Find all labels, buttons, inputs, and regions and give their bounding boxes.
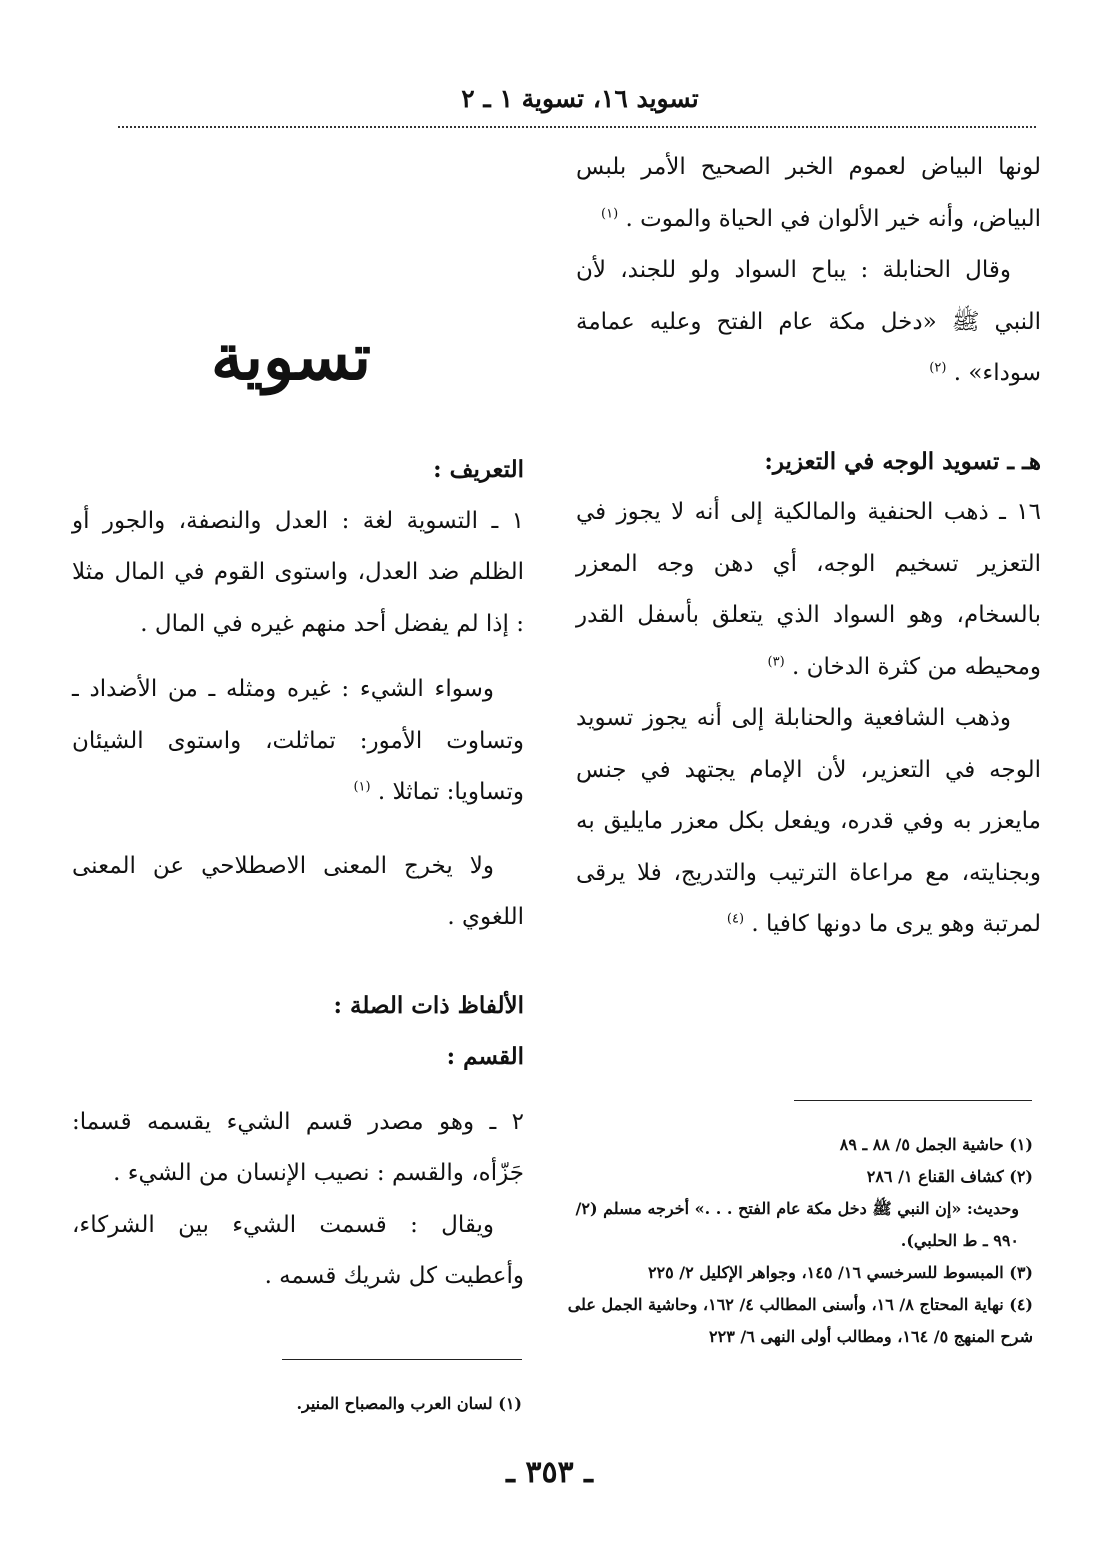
paragraph [72,664,524,819]
paragraph [576,245,1041,400]
right-column [576,142,1041,951]
section-heading: التعريف : [433,456,524,483]
paragraph: ويقال : قسمت الشيء بين الشركاء، وأعطيت كل شريك قسمه . [72,1211,524,1289]
paragraph-text: وذهب الشافعية والحنابلة إلى أنه يجوز تسويد الوجه في التعزير، لأن الإمام يجتهد في جنس مايعزر به وفي قدره، ويفعل بكل معزر مايليق به وبجنايته، مع مراعاة الترتيب والتدريج، فلا يرقى لمرتبة وهو يرى ما دونها كافيا . [576,705,1041,937]
footnote: (٢) كشاف القناع ١/ ٢٨٦ [866,1167,1033,1186]
footnote-ref: (٤) [726,911,745,927]
paragraph [576,487,1041,693]
paragraph: ٢ ـ وهو مصدر قسم الشيء يقسمه قسما: جَزّأه، والقسم : نصيب الإنسان من الشيء . [72,1108,524,1186]
section-heading: القسم : [446,1043,524,1070]
footnote: (١) لسان العرب والمصباح المنير. [296,1394,522,1413]
section-heading: هـ ـ تسويد الوجه في التعزير: [764,447,1041,475]
footnote: (١) حاشية الجمل ٥/ ٨٨ ـ ٨٩ [839,1135,1033,1154]
left-column [72,444,524,1303]
paragraph: ولا يخرج المعنى الاصطلاحي عن المعنى اللغوي . [72,852,524,930]
footnote-rule [282,1359,522,1360]
paragraph-text: وسواء الشيء : غيره ومثله ـ من الأضداد ـ وتساوت الأمور: تماثلت، واستوى الشيئان وتساويا: تماثلا . [72,676,524,805]
paragraph-text: لونها البياض لعموم الخبر الصحيح الأمر بلبس البياض، وأنه خير الألوان في الحياة والموت . [576,154,1041,232]
entry-title: تسوية [210,320,372,395]
running-header: تسويد ١٦، تسوية ١ ـ ٢ [461,84,699,113]
paragraph: ١ ـ التسوية لغة : العدل والنصفة، والجور أو الظلم ضد العدل، واستوى القوم في المال مثلا : إذا لم يفضل أحد منهم غيره في المال . [72,507,524,637]
left-footnotes [62,1388,522,1420]
header-dotted-rule [118,126,1036,128]
footnote-rule [794,1100,1032,1101]
footnote-ref: (١) [601,205,619,221]
page-number: ـ ٣٥٣ ـ [506,1455,593,1490]
footnote: (٤) نهاية المحتاج ٨/ ١٦، وأسنى المطالب ٤/ ١٦٢، وحاشية الجمل على شرح المنهج ٥/ ١٦٤، ومطالب أولى النهى ٦/ ٢٢٣ [567,1295,1033,1346]
paragraph [576,142,1041,245]
section-heading: الألفاظ ذات الصلة : [333,991,524,1019]
footnote-ref: (١) [353,779,371,795]
footnote-ref: (٣) [767,653,785,669]
footnote: (٣) المبسوط للسرخسي ١٦/ ١٤٥، وجواهر الإكليل ٢/ ٢٢٥ [647,1263,1033,1282]
right-footnotes [563,1129,1033,1353]
footnote-ref: (٢) [929,360,947,376]
footnote: وحديث: «إن النبي ﷺ دخل مكة عام الفتح . . .» أخرجه مسلم (٢/ ٩٩٠ ـ ط الحلبي). [575,1199,1019,1250]
paragraph-text: ١٦ ـ ذهب الحنفية والمالكية إلى أنه لا يجوز في التعزير تسخيم الوجه، أي دهن وجه المعزر بالسخام، وهو السواد الذي يتعلق بأسفل القدر ومحيطه من كثرة الدخان . [576,499,1041,680]
paragraph-text: وقال الحنابلة : يباح السواد ولو للجند، لأن النبي ﷺ «دخل مكة عام الفتح وعليه عمامة سوداء» . [576,257,1041,386]
paragraph [576,693,1041,951]
